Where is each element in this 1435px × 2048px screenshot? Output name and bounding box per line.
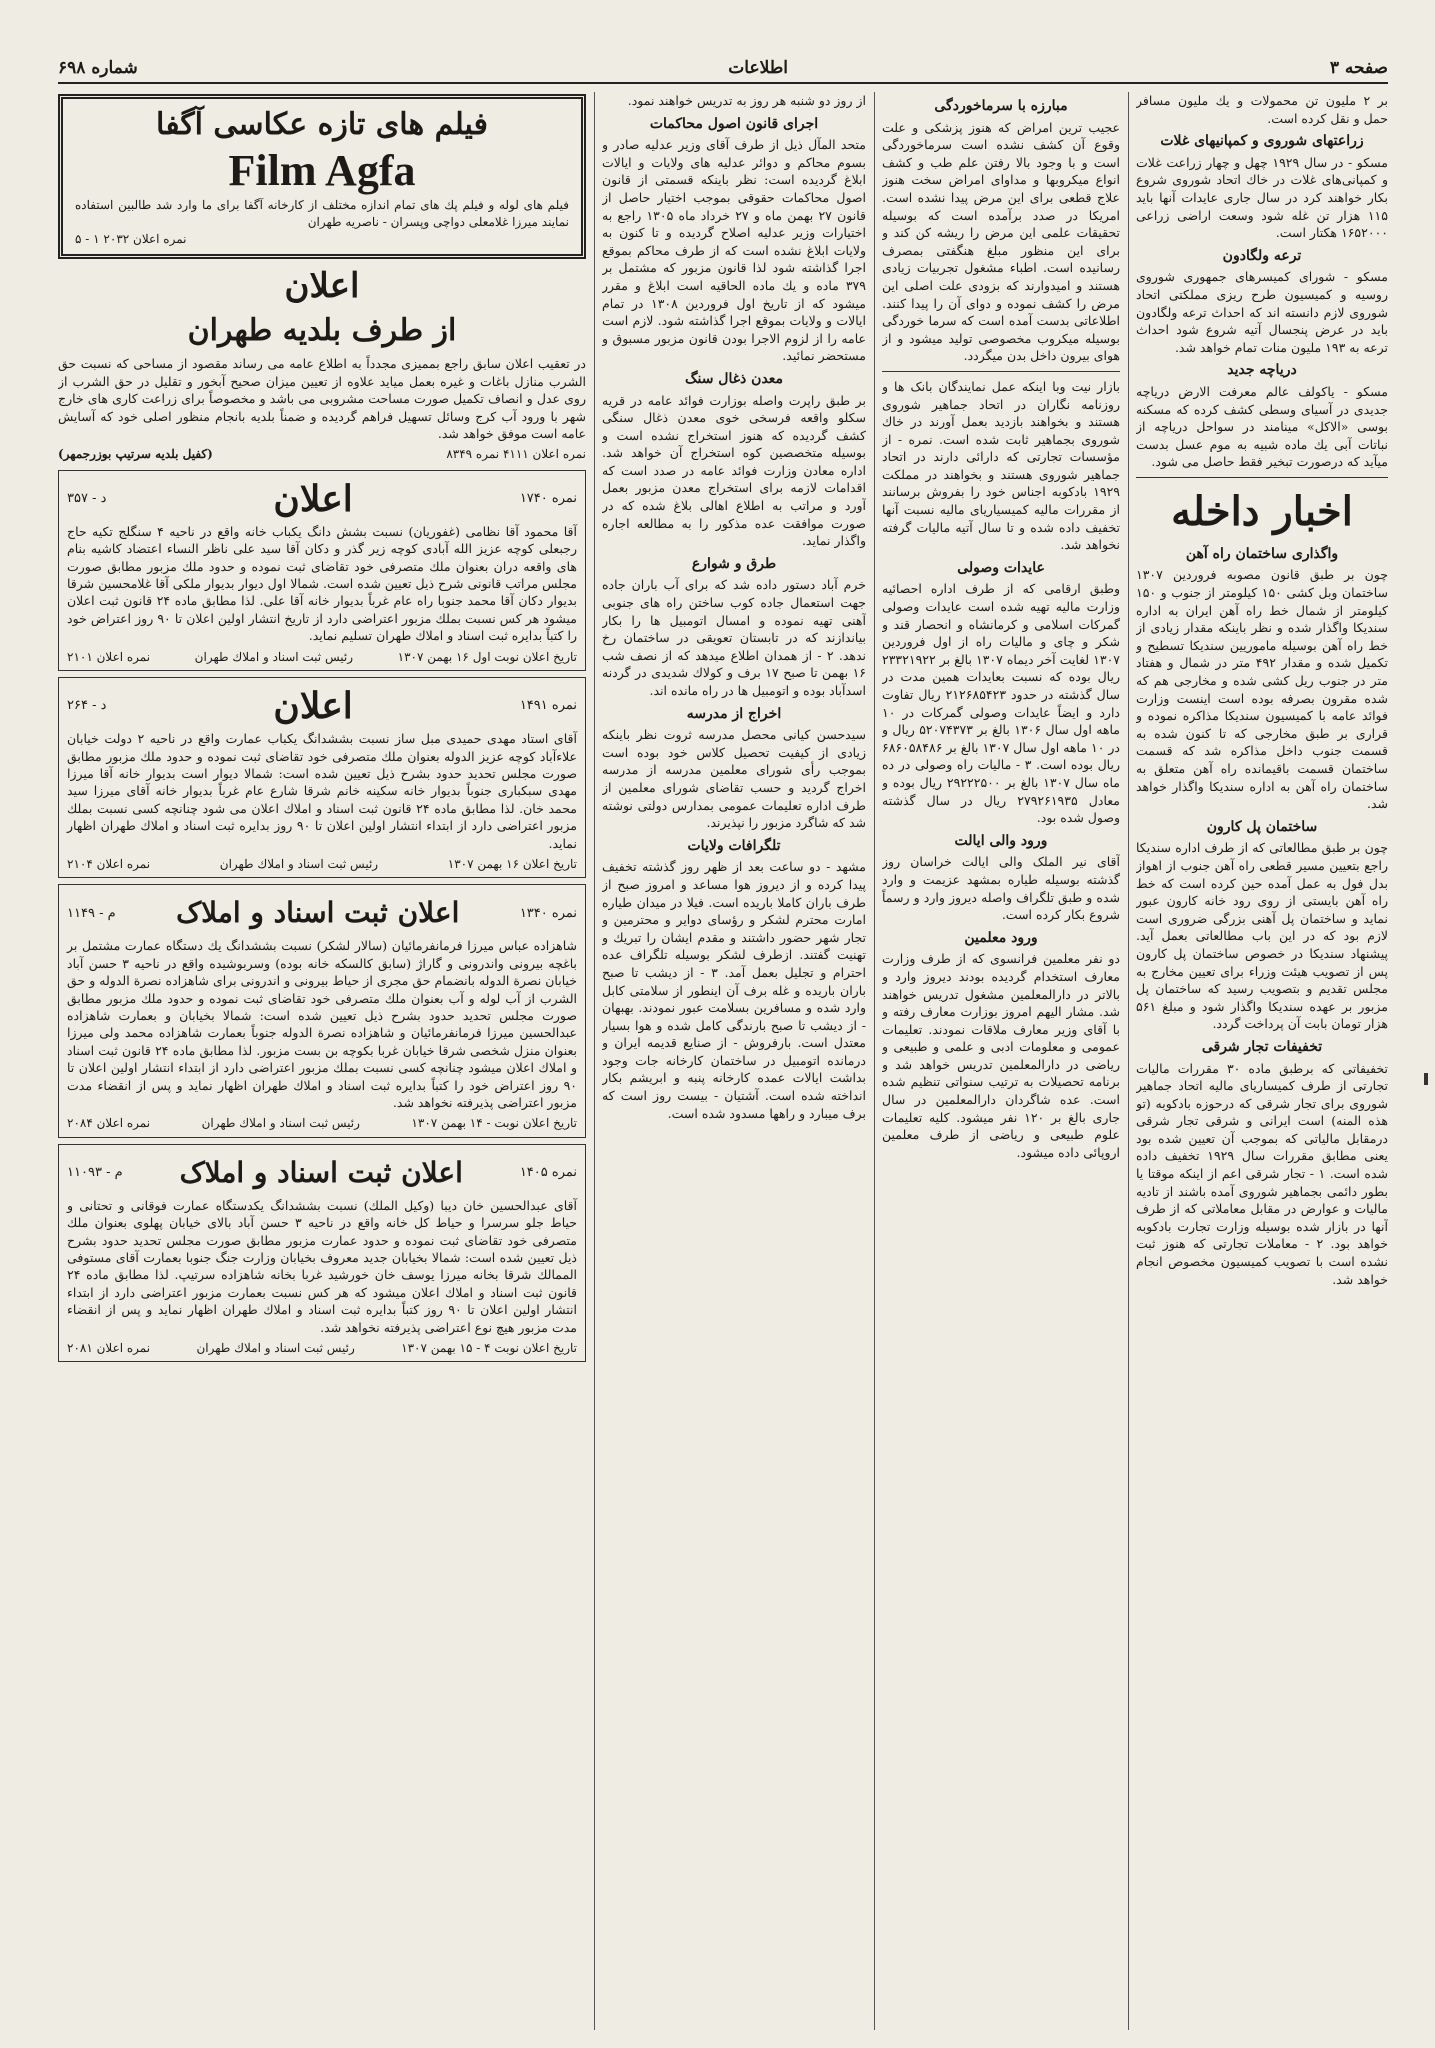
news-body: چون بر طبق قانون مصوبه فروردین ۱۳۰۷ ساختمان وبل کشی ۱۵۰ کیلومتر از جنوب و ۱۵۰ کیلومتر از شمال خط راه آهن ایران به اداره سندیکا واگذار شده و نظر باینکه مقدار زیادی از خط راه آهن بوسیله ماموریین سندیکا تسطیح و تکمیل شده و مقدار ۴۹۲ متر در شمال و هفتاد متر در جنوب ریل کشی شده و مخارجی هم که شده مقرون بصرفه بوده است اینست وزارت فوائد عامه با کمیسیون سندیکا مذاکره نموده و قراری بر طبق مخارجی که تا کنون شده به قسمت جنوب داخل مذاکره شد که قسمت ساختمان قسمت باقیمانده راه آهن متعلق به ساختمان راه آهن به اداره سندیکا واگذار خواهد شد.	[1136, 567, 1388, 812]
notice-number: نمره ۱۴۹۱	[519, 698, 577, 714]
agfa-title-persian: فیلم های تازه عکاسی آگفا	[156, 107, 488, 142]
divider	[882, 371, 1120, 372]
notice-date: تاریخ اعلان نوبت ۴ - ۱۵ بهمن ۱۳۰۷	[401, 1341, 577, 1356]
news-body: وطبق ارقامی که از طرف اداره احصائیه وزارت مالیه تهیه شده است عایدات وصولی گمرکات اسلامی و کرمانشاه و انحصار قند و شکر و چای و مالیات راه از اول فروردین ۱۳۰۷ لغایت آخر دیماه ۱۳۰۷ بالغ بر ۲۳۳۲۱۹۲۲ ریال بوده که نسبت بعایدات همین مدت در سال گذشته در حدود ۲۱۲۶۸۵۴۲۳ ریال تفاوت دارد و ایضاً عایدات وصولی گمرکات در ۱۰ ماهه اول سال ۱۳۰۶ بالغ بر ۵۲۰۷۴۳۷۳ ریال و در ۱۰ ماهه اول سال ۱۳۰۷ بالغ بر ۶۸۶۰۵۸۴۸۶ ریال بوده است. ۳ - مالیات راه وصولی در ده ماه سال ۱۳۰۷ بالغ بر ۲۹۲۲۲۵۰۰ ریال بوده و معادل ۲۷۹۲۶۱۹۳۵ ریال در سال گذشته وصول شده بود.	[882, 581, 1120, 826]
notice-code: د - ۲۶۴	[67, 698, 107, 714]
municipality-notice	[58, 265, 586, 463]
news-body: مشهد - دو ساعت بعد از ظهر روز گذشته تخفیف پیدا کرده و از دیروز هوا مساعد و امروز صبح از طرف باران کاملا باریده است. فیلا در میدان طیاره امارت محترم لشکر و رؤسای دوایر و محترمین و تجار شهر حضور داشتند و مقدم ایشان را تبریك و تهنیت گفتند. ازطرف لشکر بوسیله تلگراف عده احترام و تجلیل بعمل آمد. ۳ - از دیشب تا صبح باران باریده و غله برف آن اینطور از سلامتی کابل وارد شده و مسافرین بسلامت عبور نمودند. بهبهان - از دیشب تا صبح بارندگی کامل شده و هوا بسیار معتدل است. بارفروش - از صنایع قدیمه ایران و درمانده اتومبیل در ساختمان کارخانه جات وجود بداشت ایالات عمده کارخانه پنبه و ابریشم بکار انداخته شده است. آشتیان - بیست روز است که برف میبارد و راهها مسدود شده است.	[602, 859, 866, 1121]
notice-ad-number: نمره اعلان ۲۱۰۴	[67, 856, 151, 871]
notice-date: تاریخ اعلان نوبت اول ۱۶ بهمن ۱۳۰۷	[397, 649, 577, 664]
municipality-notice-title: اعلان	[284, 266, 360, 307]
municipality-notice-signature: (کفیل بلدیه سرتیپ بوزرجمهر)	[58, 447, 213, 462]
notice-body: شاهزاده عباس میرزا فرمانفرمائیان (سالار لشکر) نسبت بششدانگ یك دستگاه عمارت مشتمل بر باغچه بیرونی واندرونی و گاراژ (سابق کالسکه خانه بوده) وسربوشیده واقع در ناحیه ۳ حسن آباد خیابان نصرة الدوله بانضمام حق مجری از حیاط بیرونی و اندرونی برای شاهزاده نصرة الدوله و حق الشرب از آب لوله و آب بعنوان ملك متصرفی خود تقاضای ثبت نموده و حدود ملك مزبور مطابق صورت مجلس تحدید حدود بشرح ذیل تعیین شده است: شمالا بخیابان و بعمارت شاهزاده عبدالحسین میرزا فرمانفرمائیان و شاهزاده نصرة الدوله جنوباً بعمارت شاهزاده محمد ولی میرزا بعنوان منزل شخصی شرقا خیابان غربا بکوچه بن بست مزبور. لذا مطابق ماده ۲۴ قانون ثبت اسناد و املاك اعلان میشود چنانچه کسی نسبت بملك مزبور اعتراضی دارد از ابتداء انتشار اولین اعلان تا ۹۰ روز اعتراض خود را کتباً بدایره ثبت اسناد و املاك طهران اظهار نماید و پس از انقضاء مدت مزبور اعتراضی پذیرفته نخواهد شد.	[67, 938, 577, 1110]
page-edge-mark	[1424, 1073, 1428, 1085]
column-rule	[594, 92, 595, 2030]
news-body: مسکو - یاکولف عالم معرفت الارض دریاچه جدیدی در آسیای وسطی کشف کرده که مسکنه بوسی «الاکل» مینامند در سواحل دریاچه از نباتات آبی یك ماده شبیه به موم عسل بدست میآید که درصورت تبخیر فقط حاصل می شود.	[1136, 383, 1388, 470]
notice-date: تاریخ اعلان نوبت - ۱۴ بهمن ۱۳۰۷	[411, 1116, 577, 1131]
news-body: مسکو - شورای کمیسرهای جمهوری شوروی روسیه و کمیسیون طرح ریزی مملکتی اتحاد شوروی لازم دانسته اند که احداث ترعه ولگادون باید در عرض پنجسال آتیه شروع شود احداث ترعه به ۱۹۳ ملیون منات تمام خواهد شد.	[1136, 269, 1388, 355]
news-headline: اجرای قانون اصول محاکمات	[649, 115, 819, 132]
news-body: متحد المآل ذیل از طرف آقای وزیر عدلیه صادر و بسوم محاکم و دوائر عدلیه های ولایات و ایالات ابلاغ گردیده است: نظر باینکه قسمتی از قانون اصول محاکمات حقوقی بموجب اختیار حاصل از قانون ۲۷ بهمن ماه و ۲۷ خرداد ماه ۱۳۰۵ راجع به اختیارات وزیر عدلیه اصلاح گردیده و تا کنون به ولایات ابلاغ نشده است که از طرف محاکم بموقع اجرا گذاشته شود لذا قانون مزبور که مشتمل بر ۳۷۹ ماده و یك ماده الحاقیه است ابلاغ و مقرر میشود که از تاریخ اول فروردین ۱۳۰۸ در تمام ایالات و ولایات بموقع اجرا گذاشته شود. لازم است عامه را از لزوم الاجرا بودن قانون مزبور مسبوق و مستحضر نمائید.	[602, 137, 866, 364]
municipality-notice-subtitle: از طرف بلدیه طهران	[187, 313, 457, 349]
notice-code: د - ۳۵۷	[67, 491, 107, 507]
news-body: دو نفر معلمین فرانسوی که از طرف وزارت معارف استخدام گردیده بودند دیروز وارد و بالاتر در دارالمعلمین مشغول تدریس خواهند شد. مشار الیهم امروز بوزارت معارف رفته و با آقای وزیر معارف ملاقات نمودند. تعلیمات عمومی و معلومات ادبی و علمی و طبیعی و ریاضی در دارالمعلمین تدریس خواهد شد و برنامه تحصیلات به ترتیب سنواتی تنظیم شده است. عده شاگردان دارالمعلمین در سال جاری بالغ بر ۱۲۰ نفر میشود. کلیه تعلیمات علوم طبیعی و ریاضی از طرف معلمین اروپائی داده میشود.	[882, 951, 1120, 1160]
notice-number: نمره ۱۳۴۰	[519, 905, 577, 921]
column-1-intro: بر ۲ ملیون تن محمولات و یك ملیون مسافر حمل و نقل کرده است.	[1136, 93, 1388, 126]
notice-number: نمره ۱۴۰۵	[519, 1165, 577, 1181]
municipality-notice-body: در تعقیب اعلان سابق راجع بممیزی مجدداً به اطلاع عامه می رساند مقصود از مساحی که نسبت حق الشرب منازل باغات و غیره بعمل میاید علاوه از تعیین میزان صحیح آبخور و تقلیل در حق الشرب از روی عدل و انصاف تکمیل صورت مساحت مشروبی می باشد و مخصوصاً برای زراعت کاری های خارج شهر با ورود آب کرج وسائل تسهیل فراهم گردیده و ضمناً بلدیه بانجام منظور اصلی خود که آسایش عامه است موفق خواهد شد.	[58, 356, 586, 442]
news-headline: مبارزه با سرماخوردگی	[934, 98, 1068, 114]
column-rule	[874, 92, 875, 2030]
news-body: از روز دو شنبه هر روز به تدریس خواهند نمود.	[627, 93, 866, 108]
masthead	[58, 58, 1388, 84]
section-title-domestic-news: اخبار داخله	[1171, 487, 1353, 535]
notice-signature: رئیس ثبت اسناد و املاك طهران	[194, 649, 354, 664]
news-headline: عایدات وصولی	[957, 559, 1045, 576]
notice-date: تاریخ اعلان ۱۶ بهمن ۱۳۰۷	[447, 856, 577, 871]
municipality-notice-footer	[58, 446, 586, 463]
news-headline: دریاچه جدید	[1227, 362, 1297, 379]
news-body: خرم آباد دستور داده شد که برای آب باران جاده جهت استعمال جاده کوب ساختن راه های جنوبی آهنی تهیه نموده و امسال اتومبیل ها را بکار بیاندازند که در تابستان تعویقی در ساختمان رخ ندهد. ۲ - از همدان اطلاع میدهد که از نصف شب ۱۶ بهمن تا صبح ۱۷ برف و کولاك شدیدی در گردنه اسدآباد بوده و اتومبیل ها در راه مانده اند.	[602, 577, 866, 698]
news-body: تخفیفاتی که برطبق ماده ۳۰ مقررات مالیات تجارتی از طرف کمیساریای مالیه اتحاد جماهیر شوروی برای تجار شرقی که درحوزه بادکوبه (تو هذه المنه) است ایرانی و شرقی تجار شرقی درمقابل مالیاتی که بموجب آن تعیین شده بود یعنی مطابق مقررات سال ۱۹۲۹ تخفیف داده شده است. ۱ - تجار شرقی اعم از اینکه موقتا یا بطور دائمی بجماهیر شوروی آمده باشند از تادیه مالیات و عوارض در مقابل معاملاتی که از طرف آنها در بازار شده بوسیله وزارت تجارت بادکوبه خواهد بود. ۲ - معاملات تجارتی که هنوز ثبت نشده است با تصویب کمیسیون مخصوص انجام خواهد شد.	[1136, 1060, 1388, 1287]
news-headline: زراعتهای شوروی و کمپانیهای غلات	[1160, 133, 1364, 150]
notice-signature: رئیس ثبت اسناد و املاك طهران	[201, 1116, 360, 1131]
notice-title: اعلان ثبت اسناد و املاک	[176, 896, 460, 930]
registry-notice	[58, 1144, 586, 1363]
page-number: صفحه ۳	[1329, 58, 1388, 78]
column-1	[1136, 92, 1388, 2030]
newspaper-name: اطلاعات	[728, 58, 788, 78]
notice-title: اعلان	[273, 685, 353, 728]
news-body: آقای نیر الملک والی ایالت خراسان روز گذشته بوسیله طیاره بمشهد عزیمت و وارد شده و طبق تلگراف واصله دیروز وارد و رسماً شروع بکار کرده است.	[882, 854, 1120, 923]
agfa-title-english: Film Agfa	[228, 146, 416, 195]
issue-number: شماره ۶۹۸	[58, 58, 138, 78]
news-body: بازار نیت وبا اینکه عمل نمایندگان بانک ها و روزنامه نگاران در اتحاد جماهیر شوروی هستند و بخواهند بازدید بعمل آورند در خاك شوروی بجماهیر ثابت شده است. نمره - از مؤسسات تجارتی که دارائی دارند در اتحاد جماهیر شوروی هستند و بخواهند در مملکت ۱۹۲۹ بادکوبه اجناس خود را بفروش برسانند از مقررات مالیه کمیسیاریای مالیه نسبت آنها تخفیف داده شده و تا سال آتیه مالیات گرفته نخواهد شد.	[882, 378, 1120, 553]
news-headline: ترعه ولگادون	[1222, 247, 1302, 264]
notice-code: م - ۱۱۴۹	[67, 905, 116, 921]
news-body: عجیب ترین امراض که هنوز پزشکی و علت وقوع آن کشف نشده است سرماخوردگی است و با وجود بالا رفتن علم طب و کشف انواع میکروبها و مداوای امراض سخت هنوز علاج قطعی برای این مرض پیدا نشده است. امریکا در صدد برآمده است که بوسیله تحقیقات علمی این مرض را ریشه کن کند و برای این منظور مبلغ هنگفتی بمصرف رسانیده است. اطباء مشغول تجربیات زیادی هستند و امیدوارند که بزودی علت اصلی این مرض را کشف نموده و دوای آن را پیدا کنند. اطلاعاتی بدست آمده است که سرما خوردگی بوسیله میکروب مخصوصی تولید میشود و از هوای بیرون داخل بدن میگردد.	[882, 119, 1120, 364]
news-body: سیدحسن کیانی محصل مدرسه ثروت نظر باینکه زیادی از کیفیت تحصیل کلاس خود بوده است بموجب رأی شورای معلمین مدرسه از مدرسه اخراج گردید و حسب تقاضای شورای معلمین از طرف اداره تعلیمات عمومی بمدارس دولتی نوشته شد که شاگرد مزبور را نپذیرند.	[602, 727, 866, 831]
notice-title: اعلان	[273, 477, 353, 520]
news-headline: ورود والی ایالت	[954, 832, 1048, 849]
news-headline: تخفیفات تجار شرقی	[1201, 1038, 1323, 1055]
news-headline: ورود معلمین	[964, 929, 1038, 946]
column-2	[882, 92, 1120, 2030]
notice-signature: رئیس ثبت اسناد و املاك طهران	[219, 856, 379, 871]
agfa-film-advertisement	[58, 94, 586, 259]
news-headline: تلگرافات ولایات	[687, 837, 781, 854]
column-rule	[1128, 92, 1129, 2030]
registry-notice	[58, 677, 586, 878]
notice-ad-number: نمره اعلان ۲۰۸۴	[67, 1116, 151, 1131]
column-3	[602, 92, 866, 2030]
notice-body: آقا محمود آقا نظامی (غفوریان) نسبت بشش دانگ یکباب خانه واقع در ناحیه ۴ سنگلج تکیه حاج رجبعلی کوچه عزیز الله آبادی کوچه زیر گذر و دکان آقا سید علی ناظر النساء اعتضاد کاشیه بنام های واقعه دران بعنوان ملك متصرفی خود تقاضای ثبت نموده و حدود ملك مزبور مطابق صورت مجلس مراتب قانونی شرح ذیل تعیین شده است. شمالا اول دیوار بدیوار ملکی آقا غلامحسین شرقا بدیوار دکان آقا محمد جنوبا راه عام غرباً بدیوار خانه آقا علی. لذا مطابق ماده ۲۴ قانون ثبت اعلان میشود هر کس نسبت بملك مزبور اعتراضی دارد از تاریخ انتشار اولین اعلان تا ۹۰ روز اعتراض خود را کتباً بدایره ثبت اسناد و املاك طهران تسلیم نماید.	[67, 523, 578, 644]
news-headline: معدن ذغال سنگ	[684, 370, 784, 387]
notice-body: آقای استاد مهدی حمیدی مبل ساز نسبت بششدانگ یکباب عمارت واقع در ناحیه ۲ دولت خیابان علاءآباد کوچه عزیز الدوله بعنوان ملك متصرفی خود تقاضای ثبت نموده و حدود ملك مزبور مطابق صورت مجلس تحدید حدود بشرح ذیل تعیین شده است: شمالا دیوار است بدیوار خانه آقا میرزا مهدی سبکباری جنوباً بدیوار خانه سکینه خانم شرقا شارع عام غرباً بدیوار خانه آقای میرزا سید محمد خان. لذا مطابق ماده ۲۴ قانون ثبت اسناد و املاك اعلان می شود چنانچه کسی نسبت بملك مزبور اعتراضی دارد از ابتداء انتشار اولین اعلان تا ۹۰ روز بدایره ثبت اسناد و املاك طهران اظهار نماید.	[67, 731, 577, 851]
news-body: مسکو - در سال ۱۹۲۹ چهل و چهار زراعت غلات و کمپانی‌های غلات در خاك اتحاد شوروی شروع بکار خواهند کرد در سال جاری عایدات آنها باید ۱۱۵ هزار تن غله شود وسعت اراضی زراعی ۱۶۵۲۰۰۰ هکتار است.	[1136, 154, 1388, 241]
notice-ad-number: نمره اعلان ۲۱۰۱	[67, 649, 151, 664]
notice-ad-number: نمره اعلان ۲۰۸۱	[67, 1341, 151, 1356]
agfa-body: فیلم های لوله و فیلم پك های تمام اندازه مختلف از کارخانه آگفا برای ما وارد شد طالبین استفاده نمایند میرزا غلامعلی دواچی وپسران - ناصریه طهران	[75, 198, 569, 229]
divider	[1136, 477, 1388, 478]
news-body: بر طبق راپرت واصله بوزارت فوائد عامه در قریه سکلو واقعه فرسخی خوی معدن ذغال سنگی کشف گردیده که هنوز استخراج نشده است و بوسیله متخصصین کوه استخراج آن خواهد شد. اداره معادن وزارت فوائد عامه در صدد است که اقدامات لازمه برای استخراج معدن مزبور بعمل آورد و مراتب به اطلاع اهالی بلاغ شده که در صورت موافقت عده مذکور را به مطالعه اجاره واگذار نماید.	[602, 392, 866, 549]
news-headline: واگذاری ساختمان راه آهن	[1185, 545, 1339, 562]
news-headline: طرق و شوارع	[691, 555, 777, 572]
news-headline: ساختمان پل کارون	[1206, 818, 1318, 835]
news-body: چون بر طبق مطالعاتی که از طرف اداره سندیکا راجع بتعیین مسیر قطعی راه آهن جنوب از اهواز بدل فول به عمل آمده حین کرده است که خط راه آهن بایستی از روی رود خانه کارون عبور نماید و ساختمان پل آهنی بزرگی ضروری است لازم بود که در این باب مطالعاتی بعمل آید. پیشنهاد سندیکا در خصوص ساختمان پل کارون پس از تصویب هیئت وزراء برای تعیین مخارج به مجلس تقدیم و بتصویب رسید که ساختمان پل مزبور بر عهده سندیکا واگذار شود و مبلغ ۵۶۱ هزار تومان بابت آن پرداخت گردد.	[1136, 840, 1388, 1032]
municipality-notice-number: نمره اعلان ۴۱۱۱ نمره ۸۳۴۹	[446, 447, 586, 462]
agfa-code: نمره اعلان ۲۰۳۲ ۱ - ۵	[75, 232, 187, 246]
registry-notice	[58, 884, 586, 1137]
notice-title: اعلان ثبت اسناد و املاک	[179, 1155, 463, 1189]
registry-notice	[58, 470, 586, 671]
notice-signature: رئیس ثبت اسناد و املاك طهران	[196, 1341, 355, 1356]
column-4-notices	[58, 92, 586, 2030]
notice-number: نمره ۱۷۴۰	[519, 491, 577, 507]
notice-code: م - ۱۱۰۹۳	[67, 1165, 123, 1181]
notice-body: آقای عبدالحسین خان دیبا (وکیل الملك) نسبت بششدانگ یکدستگاه عمارت فوقانی و تحتانی و حیاط جلو سرسرا و حیاط کل خانه واقع در ناحیه ۳ حسن آباد بالای خیابان پهلوی بعنوان ملك متصرفی خود تقاضای ثبت نموده و حدود عمارت مزبور مطابق صورت مجلس تحدید حدود بشرح ذیل تعیین شده است: شمالا بخیابان جدید معروف بخیابان وزارت جنگ جنوبا بعمارت آقای مستوفی الممالك شرقا بخانه میرزا یوسف خان خورشید غربا بخانه شاهزاده سرتیپ. لذا مطابق ماده ۲۴ قانون ثبت اسناد و املاك اعلان میشود که هر کس نسبت بعمارت مزبور اعتراضی دارد از ابتداء انتشار اولین اعلان تا ۹۰ روز کتباً بدایره ثبت اسناد و املاك طهران اظهار نماید و پس از انقضاء مدت مزبور هیچ نوع اعتراضی پذیرفته نخواهد شد.	[67, 1197, 578, 1335]
news-headline: اخراج از مدرسه	[686, 705, 782, 722]
